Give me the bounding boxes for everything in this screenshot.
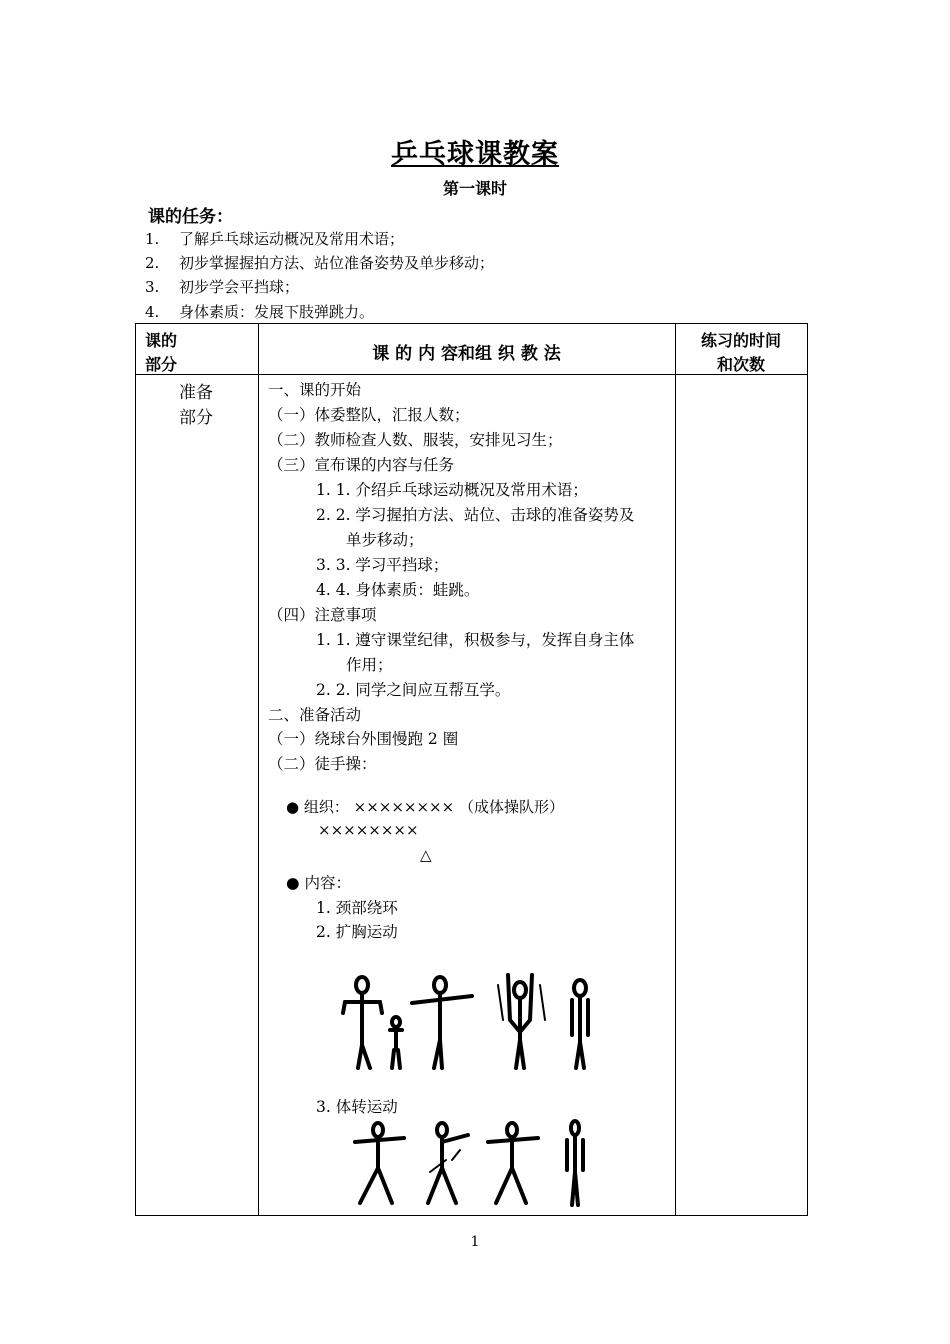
note-item: 2. 2. 同学之间应互帮互学。 bbox=[316, 681, 511, 699]
content-line: （二）徒手操： bbox=[268, 755, 377, 773]
document-title: 乒乓球课教案 bbox=[391, 139, 559, 170]
content-line: （一）绕球台外围慢跑 2 圈 bbox=[268, 730, 459, 748]
task-number: 4. bbox=[145, 303, 160, 321]
task-number: 1. bbox=[145, 230, 160, 248]
exercise-item: 1. 颈部绕环 bbox=[316, 899, 398, 917]
task-text: 身体素质：发展下肢弹跳力。 bbox=[179, 303, 375, 321]
stick-figure-icon bbox=[355, 1123, 404, 1203]
content-line: （三）宣布课的内容与任务 bbox=[268, 456, 455, 474]
note-item-cont: 作用； bbox=[346, 656, 393, 674]
content-line: （四）注意事项 bbox=[268, 606, 377, 624]
content-line: （一）体委整队，汇报人数； bbox=[268, 406, 470, 424]
page-number: 1 bbox=[470, 1234, 480, 1250]
lesson-subtitle: 第一课时 bbox=[442, 179, 507, 198]
row-part-line1: 准备 bbox=[179, 383, 213, 403]
exercise-item: 2. 扩胸运动 bbox=[316, 923, 398, 941]
header-time-line1: 练习的时间 bbox=[700, 331, 781, 350]
teacher-position-icon: △ bbox=[420, 846, 432, 864]
stick-figure-icon bbox=[567, 1121, 583, 1205]
tasks-heading: 课的任务： bbox=[148, 207, 233, 227]
content-item: 4. 4. 身体素质：蛙跳。 bbox=[316, 581, 480, 599]
task-number: 3. bbox=[145, 278, 160, 296]
organization-line: ● 组织： ×××××××× （成体操队形） bbox=[286, 798, 564, 816]
header-content: 课 的 内 容和组 织 教 法 bbox=[372, 344, 561, 364]
header-part-line1: 课的 bbox=[145, 331, 178, 350]
task-text: 初步学会平挡球； bbox=[179, 278, 300, 296]
note-item: 1. 1. 遵守课堂纪律，积极参与，发挥自身主体 bbox=[316, 631, 635, 649]
content-line: （二）教师检查人数、服装，安排见习生； bbox=[268, 431, 563, 449]
task-number: 2. bbox=[145, 254, 160, 272]
content-heading: ● 内容： bbox=[286, 874, 351, 892]
content-item: 3. 3. 学习平挡球； bbox=[316, 556, 449, 574]
content-item-cont: 单步移动； bbox=[346, 531, 424, 549]
exercise-item: 3. 体转运动 bbox=[316, 1098, 398, 1116]
header-part-line2: 部分 bbox=[145, 355, 178, 374]
stick-figure-icon bbox=[488, 1123, 538, 1203]
section-start: 一、课的开始 bbox=[268, 381, 362, 399]
row-part-line2: 部分 bbox=[179, 408, 213, 428]
content-item: 2. 2. 学习握拍方法、站位、击球的准备姿势及 bbox=[316, 506, 635, 524]
header-time-line2: 和次数 bbox=[716, 355, 765, 374]
task-text: 初步掌握握拍方法、站位准备姿势及单步移动； bbox=[179, 254, 495, 272]
stick-figure-icon bbox=[428, 1123, 468, 1203]
section-warmup: 二、准备活动 bbox=[268, 706, 362, 724]
content-item: 1. 1. 介绍乒乓球运动概况及常用术语； bbox=[316, 481, 588, 499]
organization-row2: ×××××××× bbox=[318, 821, 419, 839]
task-text: 了解乒乓球运动概况及常用术语； bbox=[179, 230, 405, 248]
